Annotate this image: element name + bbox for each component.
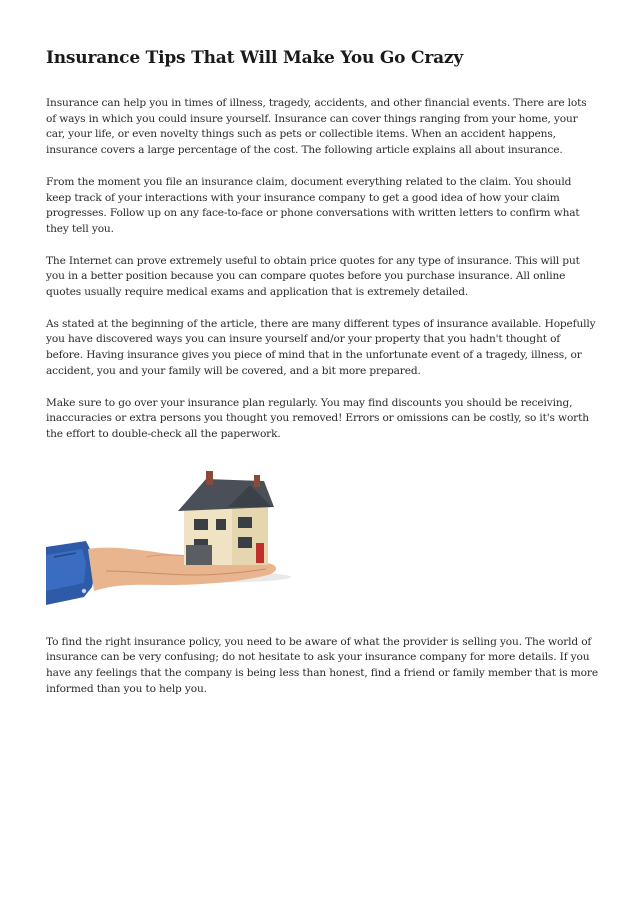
paragraph-3: The Internet can prove extremely useful to obtain price quotes for any type of insurance. This will put you in a better position because you can compare quotes before you purchase insurance. All online quotes usually require medical exams and application that is extremely detailed. [46, 254, 580, 299]
paragraph-5: Make sure to go over your insurance plan regularly. You may find discounts you should be receiving, inaccuracies or extra persons you thought you removed! Errors or omissions can be costly, so it's worth the effort to double-check all the paperwork. [46, 396, 589, 440]
hand-holding-house-image [46, 459, 292, 617]
page-title: Insurance Tips That Will Make You Go Crazy [46, 48, 464, 68]
paragraph-4: As stated at the beginning of the article, there are many different types of insurance available. Hopefully you have discovered ways you can insure yourself and/or your property that you hadn't thought of before. Having insurance gives you piece of mind that in the unfortunate event of a tragedy, illness, or accident, you and your family will be covered, and a bit more prepared. [46, 317, 596, 377]
paragraph-2: From the moment you file an insurance claim, document everything related to the claim. You should keep track of your interactions with your insurance company to get a good idea of how your claim progresses. Follow up on any face-to-face or phone conversations with written letters to confirm what they tell you. [46, 175, 580, 235]
paragraph-6: To find the right insurance policy, you need to be aware of what the provider is selling you. The world of insurance can be very confusing; do not hesitate to ask your insurance company for more details. If you have any feelings that the company is being less than honest, find a friend or family member that is more informed than you to help you. [46, 635, 598, 695]
paragraph-1: Insurance can help you in times of illness, tragedy, accidents, and other financial events. There are lots of ways in which you could insure yourself. Insurance can cover things ranging from your home, your car, your life, or even novelty things such as pets or collectible items. When an accident happens, insurance covers a large percentage of the cost. The following article explains all about insurance. [46, 97, 587, 157]
